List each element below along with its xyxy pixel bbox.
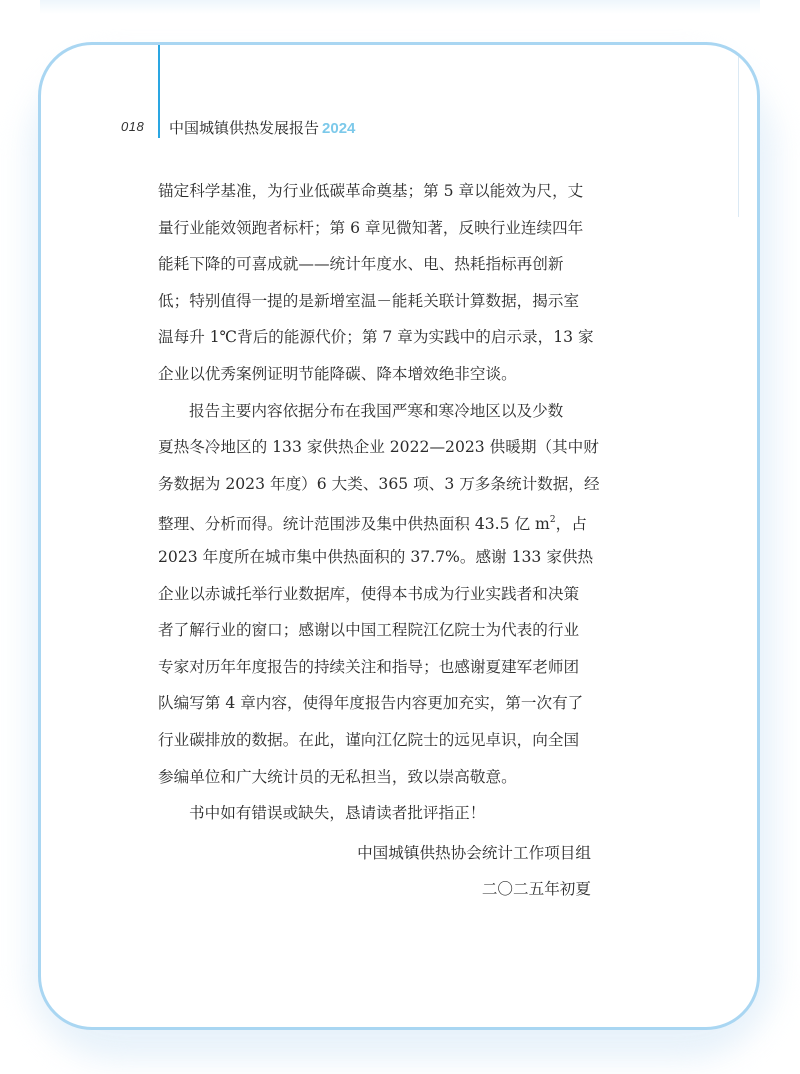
signature-date: 二〇二五年初夏	[481, 880, 591, 898]
text-line: 专家对历年年度报告的持续关注和指导；也感谢夏建军老师团	[158, 657, 580, 676]
text-line: 务数据为 2023 年度）6 大类、365 项、3 万多条统计数据，经	[158, 474, 600, 493]
book-title	[169, 117, 355, 138]
text-line: 企业以赤诚托举行业数据库，使得本书成为行业实践者和决策	[158, 584, 580, 603]
body-text	[158, 173, 598, 832]
text-line	[158, 502, 598, 539]
running-head	[41, 117, 757, 141]
book-title-text: 中国城镇供热发展报告	[169, 120, 320, 137]
text-line: 温每升 1℃背后的能源代价；第 7 章为实践中的启示录，13 家	[158, 328, 594, 347]
text-line: 队编写第 4 章内容，使得年度报告内容更加充实，第一次有了	[158, 694, 584, 713]
document-page-card	[38, 42, 760, 1030]
text-line: 2023 年度所在城市集中供热面积的 37.7%。感谢 133 家供热	[158, 547, 594, 566]
paragraph-start-line: 报告主要内容依据分布在我国严寒和寒冷地区以及少数	[189, 401, 564, 420]
page-number: 018	[121, 119, 145, 134]
text-line: 锚定科学基准，为行业低碳革命奠基；第 5 章以能效为尺，丈	[158, 182, 584, 200]
text-line: 参编单位和广大统计员的无私担当，致以崇高敬意。	[158, 767, 517, 786]
paragraph-start-line: 书中如有错误或缺失，恳请读者批评指正！	[189, 804, 486, 823]
text-line: 夏热冬冷地区的 133 家供热企业 2022—2023 供暖期（其中财	[158, 438, 599, 457]
superscript-2: 2	[549, 515, 556, 526]
top-glow	[40, 0, 760, 14]
signature-organization: 中国城镇供热协会统计工作项目组	[357, 844, 591, 862]
text-line: 能耗下降的可喜成就——统计年度水、电、热耗指标再创新	[158, 255, 564, 274]
text-line: 者了解行业的窗口；感谢以中国工程院江亿院士为代表的行业	[158, 621, 580, 640]
text-line: 行业碳排放的数据。在此，谨向江亿院士的远见卓识，向全国	[158, 730, 580, 749]
text-line: 量行业能效领跑者标杆；第 6 章见微知著，反映行业连续四年	[158, 218, 584, 237]
book-year: 2024	[322, 120, 356, 137]
text-line: 低；特别值得一提的是新增室温－能耗关联计算数据，揭示室	[158, 291, 580, 310]
text-line-tail: ，占	[555, 515, 587, 534]
text-line: 企业以优秀案例证明节能降碳、降本增效绝非空谈。	[158, 364, 517, 383]
text-line-main: 整理、分析而得。统计范围涉及集中供热面积 43.5 亿 m	[158, 515, 550, 534]
